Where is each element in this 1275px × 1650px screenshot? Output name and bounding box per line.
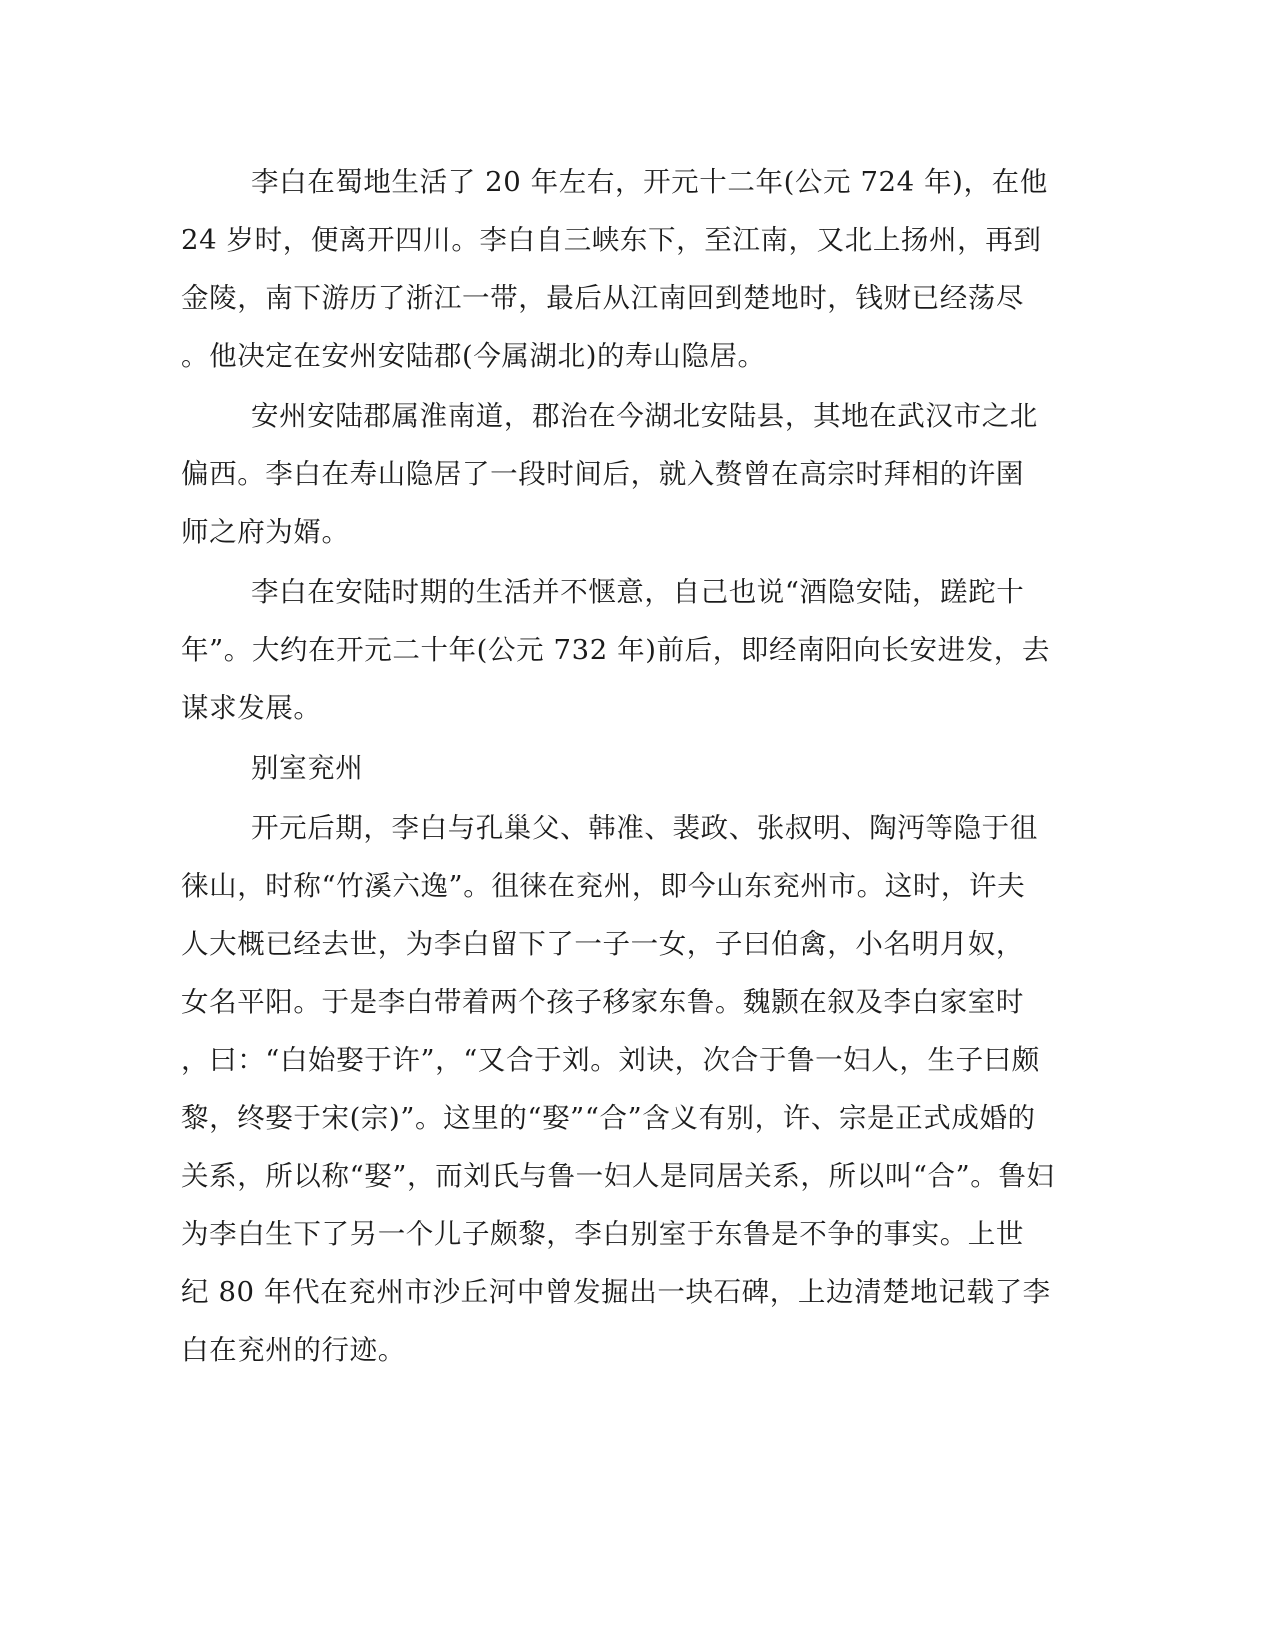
text-line: 纪 80 年代在兖州市沙丘河中曾发掘出一块石碑，上边清楚地记载了李 (181, 1276, 1051, 1308)
text-line: 关系，所以称“娶”，而刘氏与鲁一妇人是同居关系，所以叫“合”。鲁妇 (181, 1160, 1055, 1192)
text-line: 徕山，时称“竹溪六逸”。徂徕在兖州，即今山东兖州市。这时，许夫 (181, 870, 1026, 902)
section-heading: 别室兖州 (251, 752, 364, 784)
text-line: 李白在安陆时期的生活并不惬意，自己也说“酒隐安陆，蹉跎十 (251, 576, 1025, 608)
text-line: 女名平阳。于是李白带着两个孩子移家东鲁。魏颢在叙及李白家室时 (181, 986, 1024, 1018)
text-line: 金陵，南下游历了浙江一带，最后从江南回到楚地时，钱财已经荡尽 (181, 282, 1024, 314)
text-line: 24 岁时，便离开四川。李白自三峡东下，至江南，又北上扬州，再到 (181, 224, 1042, 256)
text-line: 安州安陆郡属淮南道，郡治在今湖北安陆县，其地在武汉市之北 (251, 400, 1038, 432)
text-line: ，曰：“白始娶于许”，“又合于刘。刘诀，次合于鲁一妇人，生子曰颇 (181, 1044, 1040, 1076)
text-line: 。他决定在安州安陆郡(今属湖北)的寿山隐居。 (181, 340, 766, 372)
text-line: 为李白生下了另一个儿子颇黎，李白别室于东鲁是不争的事实。上世 (181, 1218, 1024, 1250)
text-line: 黎，终娶于宋(宗)”。这里的“娶”“合”含义有别，许、宗是正式成婚的 (181, 1102, 1036, 1134)
text-line: 李白在蜀地生活了 20 年左右，开元十二年(公元 724 年)，在他 (251, 166, 1048, 198)
text-line: 师之府为婿。 (181, 516, 350, 548)
text-line: 偏西。李白在寿山隐居了一段时间后，就入赘曾在高宗时拜相的许圉 (181, 458, 1024, 490)
text-line: 谋求发展。 (181, 692, 322, 724)
text-line: 人大概已经去世，为李白留下了一子一女，子曰伯禽，小名明月奴， (181, 928, 1024, 960)
text-line: 年”。大约在开元二十年(公元 732 年)前后，即经南阳向长安进发，去 (181, 634, 1050, 666)
text-line: 白在兖州的行迹。 (181, 1334, 406, 1366)
text-line: 开元后期，李白与孔巢父、韩准、裴政、张叔明、陶沔等隐于徂 (251, 812, 1038, 844)
